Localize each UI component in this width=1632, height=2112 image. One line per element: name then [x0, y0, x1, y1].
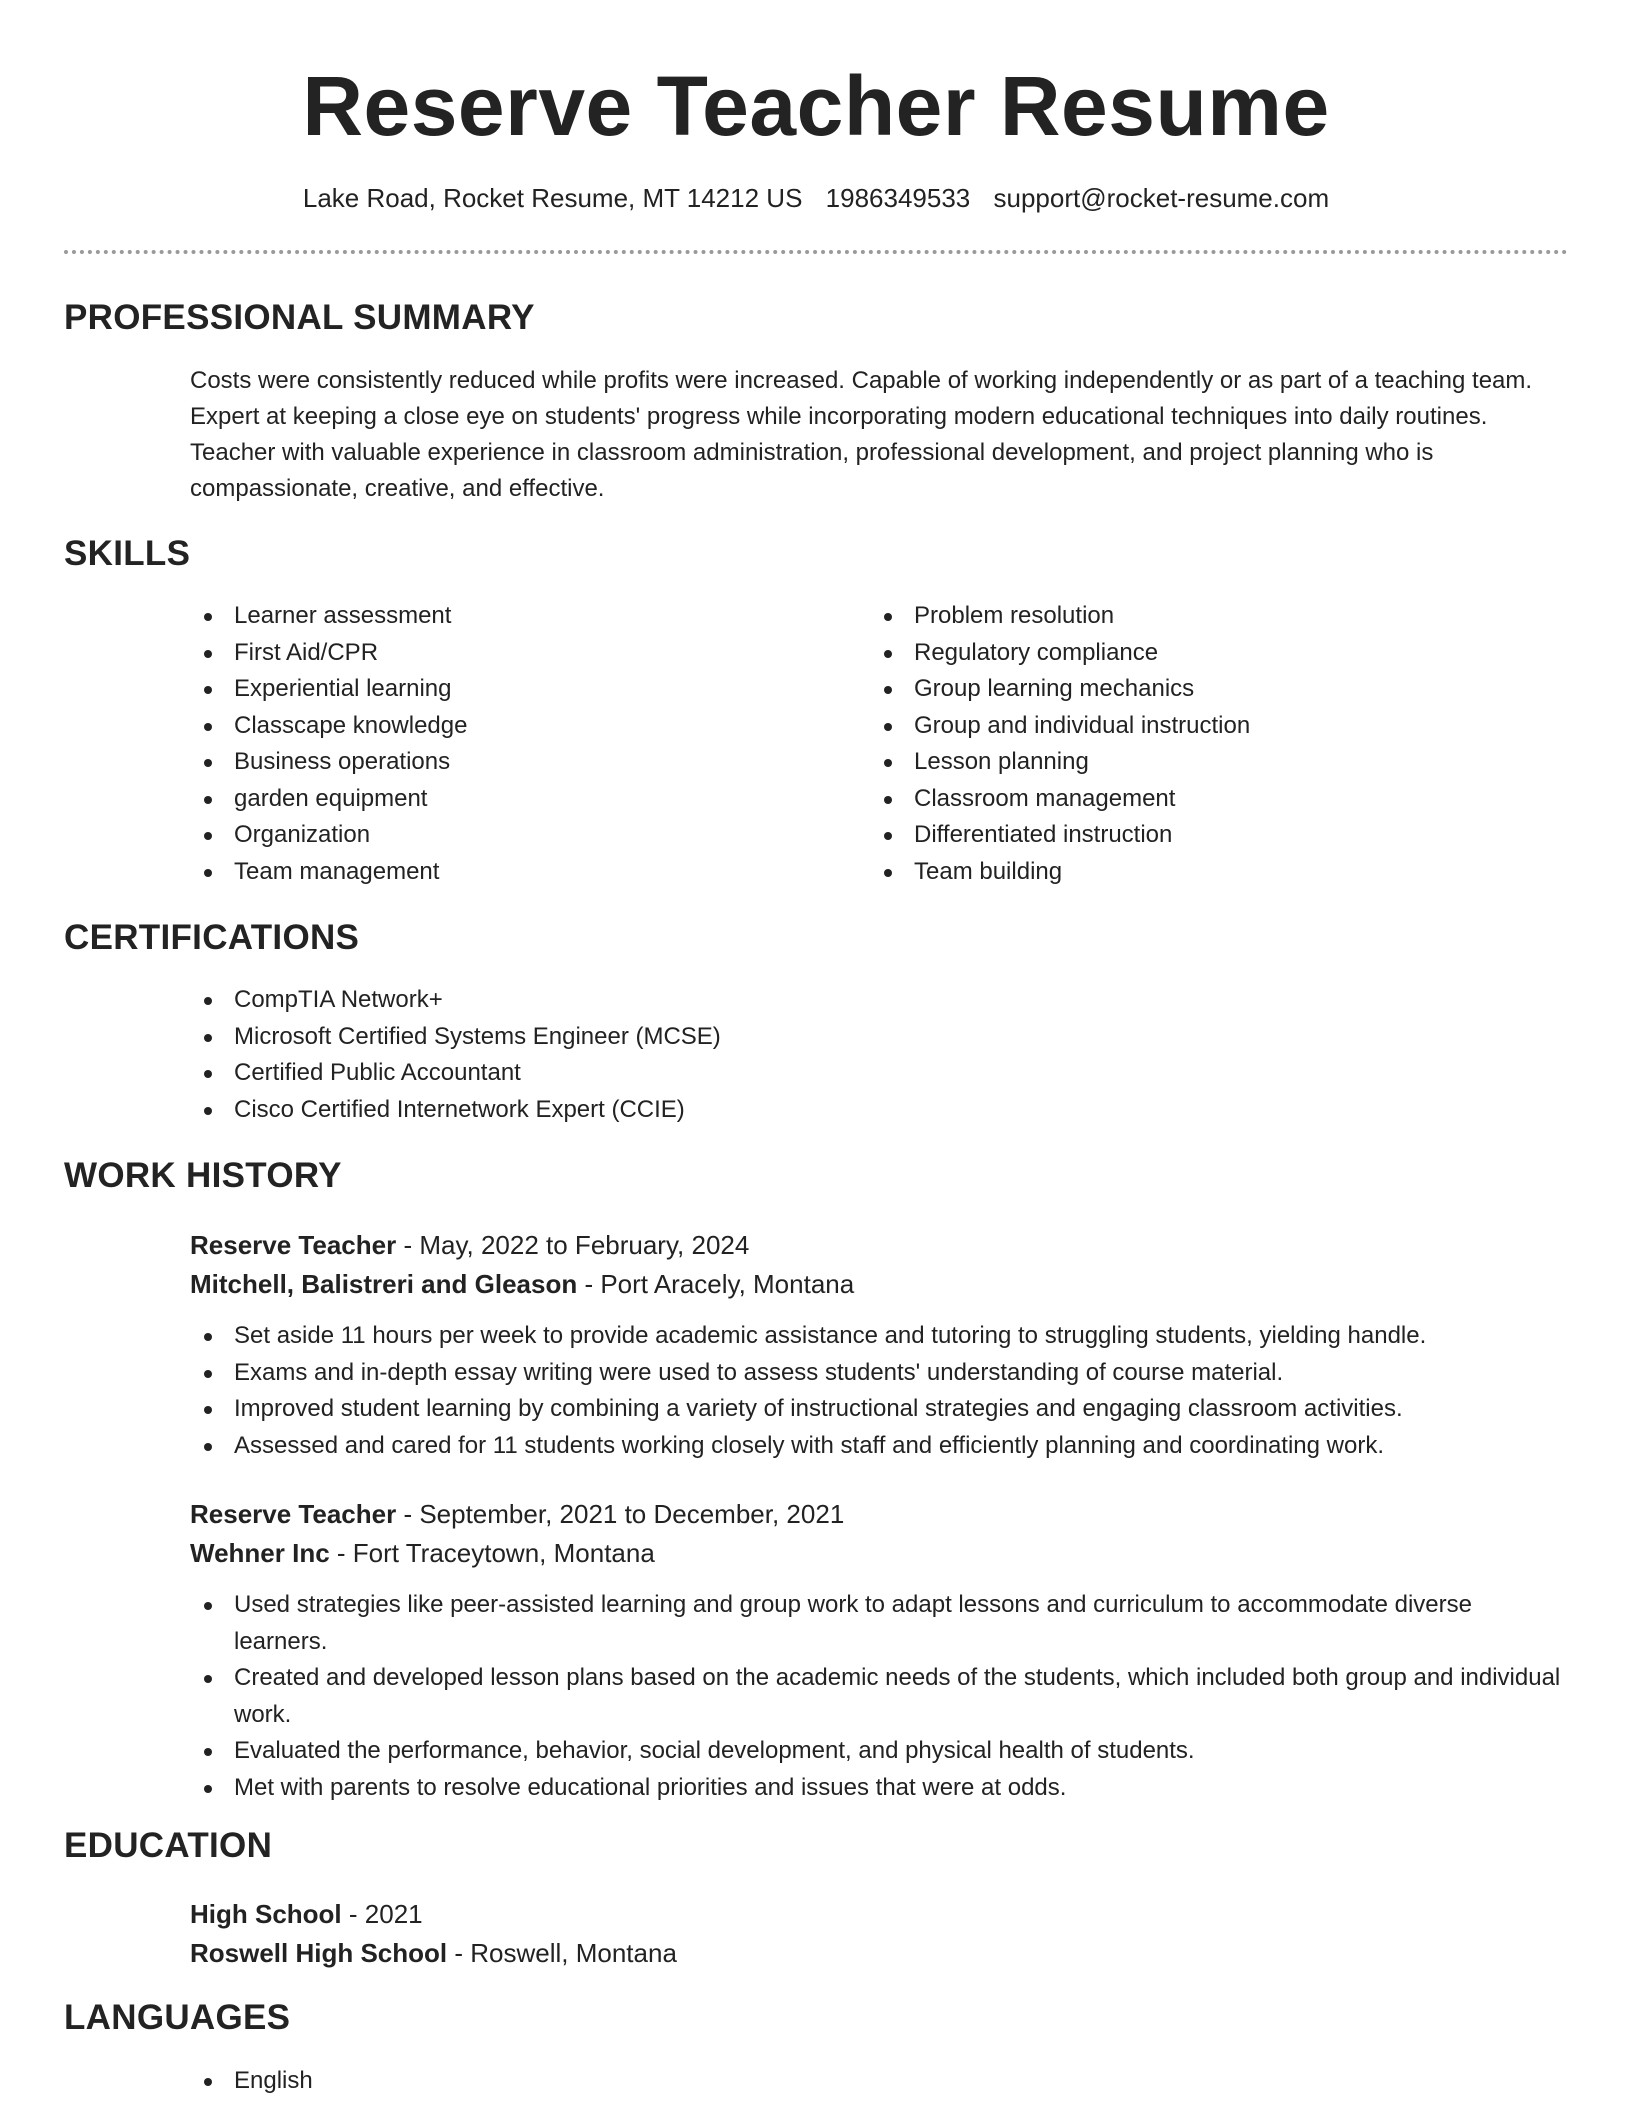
skill-item: Team management [190, 854, 830, 891]
email: support@rocket-resume.com [993, 183, 1330, 213]
summary-heading: PROFESSIONAL SUMMARY [64, 298, 535, 337]
job-company-line [190, 1534, 1568, 1573]
language-item: English [190, 2063, 1568, 2100]
resume-title: Reserve Teacher Resume [302, 59, 1330, 153]
job-bullet: Used strategies like peer-assisted learning and group work to adapt lessons and curriculum to accommodate diverse learners. [190, 1587, 1568, 1660]
skill-item: Differentiated instruction [870, 817, 1510, 854]
skill-item: Learner assessment [190, 598, 830, 635]
certifications-heading: CERTIFICATIONS [64, 918, 360, 957]
job-bullet: Exams and in-depth essay writing were used to assess students' understanding of course material. [190, 1355, 1568, 1392]
contact-line [64, 180, 1568, 216]
skill-item: Lesson planning [870, 744, 1510, 781]
job-bullet: Met with parents to resolve educational priorities and issues that were at odds. [190, 1770, 1568, 1807]
job-role: Reserve Teacher [190, 1230, 397, 1260]
job-bullet: Set aside 11 hours per week to provide academic assistance and tutoring to struggling students, yielding handle. [190, 1318, 1568, 1355]
skill-item: Group learning mechanics [870, 671, 1510, 708]
skill-item: Business operations [190, 744, 830, 781]
job-location: - Port Aracely, Montana [577, 1269, 855, 1299]
certification-item: Microsoft Certified Systems Engineer (MCSE) [190, 1019, 1568, 1056]
resume-page [64, 0, 1568, 2094]
job-bullet: Assessed and cared for 11 students working closely with staff and efficiently planning and coordinating work. [190, 1428, 1568, 1465]
job-bullets [190, 1587, 1568, 1806]
job-company-line [190, 1265, 1568, 1304]
skills-left-column [190, 598, 830, 890]
job-title-line [190, 1226, 1568, 1265]
job-location: - Fort Traceytown, Montana [329, 1538, 655, 1568]
education-heading: EDUCATION [64, 1826, 273, 1865]
education-location: - Roswell, Montana [447, 1938, 677, 1968]
certification-item: CompTIA Network+ [190, 982, 1568, 1019]
education-year: - 2021 [341, 1899, 423, 1929]
job-bullet: Improved student learning by combining a variety of instructional strategies and engaging classroom activities. [190, 1391, 1568, 1428]
skill-item: Experiential learning [190, 671, 830, 708]
certification-item: Cisco Certified Internetwork Expert (CCIE) [190, 1092, 1568, 1129]
job-dates: - May, 2022 to February, 2024 [396, 1230, 750, 1260]
education-school: Roswell High School [190, 1938, 448, 1968]
job-company: Mitchell, Balistreri and Gleason [190, 1269, 578, 1299]
job-title-line [190, 1495, 1568, 1534]
skill-item: First Aid/CPR [190, 635, 830, 672]
job-entry [190, 1495, 1568, 1573]
address: Lake Road, Rocket Resume, MT 14212 US [302, 183, 803, 213]
skill-item: Organization [190, 817, 830, 854]
work-history-heading: WORK HISTORY [64, 1156, 342, 1195]
phone: 1986349533 [825, 183, 971, 213]
certification-item: Certified Public Accountant [190, 1055, 1568, 1092]
job-dates: - September, 2021 to December, 2021 [396, 1499, 845, 1529]
education-degree: High School [190, 1899, 342, 1929]
job-bullets [190, 1318, 1568, 1464]
job-company: Wehner Inc [190, 1538, 330, 1568]
job-bullet: Created and developed lesson plans based on the academic needs of the students, which included both group and individual work. [190, 1660, 1568, 1733]
skills-heading: SKILLS [64, 534, 191, 573]
certifications-list [190, 982, 1568, 1128]
summary-text: Costs were consistently reduced while profits were increased. Capable of working independently or as part of a teaching team. Expert at keeping a close eye on students' progress while incorporating modern educational techniques into daily routines. Teacher with valuable experience in classroom administration, professional development, and project planning who is compassionate, creative, and effective. [190, 367, 1533, 502]
education-entry [190, 1895, 1568, 1973]
skill-item: garden equipment [190, 781, 830, 818]
skill-item: Regulatory compliance [870, 635, 1510, 672]
header-divider [64, 250, 1568, 254]
languages-heading: LANGUAGES [64, 1998, 291, 2037]
education-degree-line [190, 1895, 1568, 1934]
skills-right-column [870, 598, 1510, 890]
job-bullet: Evaluated the performance, behavior, social development, and physical health of students. [190, 1733, 1568, 1770]
skill-item: Team building [870, 854, 1510, 891]
job-role: Reserve Teacher [190, 1499, 397, 1529]
skill-item: Problem resolution [870, 598, 1510, 635]
skill-item: Classcape knowledge [190, 708, 830, 745]
skill-item: Group and individual instruction [870, 708, 1510, 745]
education-school-line [190, 1934, 1568, 1973]
languages-list [190, 2063, 1568, 2100]
skill-item: Classroom management [870, 781, 1510, 818]
job-entry [190, 1226, 1568, 1304]
